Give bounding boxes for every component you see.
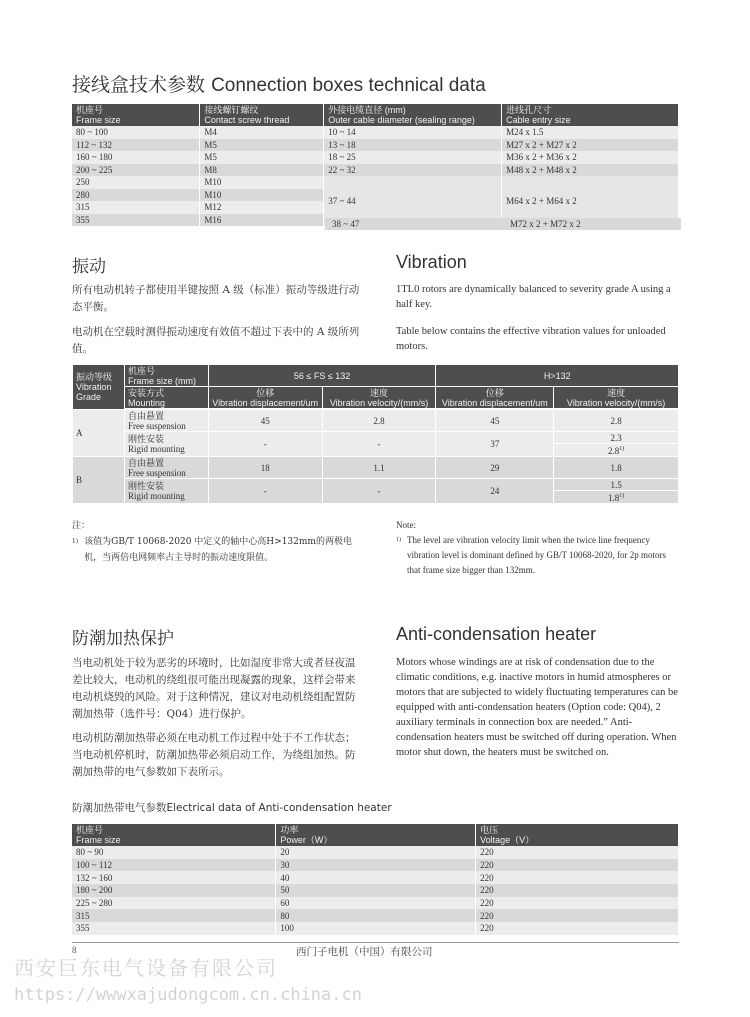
- main-title-en: Connection boxes technical data: [211, 75, 486, 96]
- table-row: 315 80 220: [72, 909, 679, 922]
- vib-disp-header-2: 位移 Vibration displacement/um: [436, 387, 554, 409]
- heater-table-title: 防潮加热带电气参数Electrical data of Anti-condensation heater: [72, 802, 392, 814]
- table-row: B 自由悬置 Free suspension 18 1.1 29 1.8: [73, 457, 679, 479]
- table-row: 2.8$^{1)}$: [73, 444, 679, 457]
- heater-para1-cn: 当电动机处于较为恶劣的环境时，比如湿度非常大或者昼夜温差比较大，电动机的绕组很可能出现凝露的现象，这样会带来电动机烧毁的风险。对于这种情况，建议对电动机绕组配置防潮加热带（选件号：Q04）进行保护。: [72, 657, 356, 720]
- vibration-para2-en: Table below contains the effective vibration values for unloaded motors.: [396, 326, 666, 352]
- vibration-para1-en: 1TL0 rotors are dynamically balanced to severity grade A using a half key.: [396, 284, 671, 310]
- table-row: 225 ~ 280 60 220: [72, 897, 679, 910]
- vibration-table: [72, 364, 679, 504]
- watermark-company: 西安巨东电气设备有限公司: [14, 956, 278, 980]
- heater-header-voltage: 电压 Voltage（V）: [476, 824, 679, 846]
- table-row: 355 100 220: [72, 922, 679, 935]
- conn-header-entry: 进线孔尺寸 Cable entry size: [502, 104, 679, 126]
- note-en: Note: 1) The level are vibration velocity limit when the twice line frequency vibration level is dominant defined by GB/T 10068-2020, for 2p motors that frame size bigger than 132mm.: [396, 520, 667, 575]
- main-title: [72, 70, 486, 97]
- vib-range2: H>132: [436, 365, 679, 387]
- table-row: 355 M16: [72, 214, 679, 227]
- table-row: 250 M10 37 ~ 44 M64 x 2 + M64 x 2: [72, 176, 679, 189]
- heater-title-en: Anti-condensation heater: [396, 624, 597, 644]
- main-title-cn: 接线盒技术参数: [72, 74, 206, 96]
- table-row: 80 ~ 100 M4 10 ~ 14 M24 x 1.5: [72, 126, 679, 139]
- table-row: 80 ~ 90 20 220: [72, 846, 679, 859]
- table-row: 100 ~ 112 30 220: [72, 859, 679, 872]
- table-row: 112 ~ 132 M5 13 ~ 18 M27 x 2 + M27 x 2: [72, 139, 679, 152]
- heater-title-cn: 防潮加热保护: [72, 629, 174, 649]
- page-number: 8: [72, 945, 77, 955]
- heater-para2-cn: 电动机防潮加热带必须在电动机工作过程中处于不工作状态；当电动机停机时，防潮加热带必须启动工作，为绕组加热。防潮加热带的电气参数如下表所示。: [72, 732, 356, 778]
- table-row: 315 M12: [72, 201, 679, 214]
- heater-header-power: 功率 Power（W）: [276, 824, 476, 846]
- table-row: 200 ~ 225 M8 22 ~ 32 M48 x 2 + M48 x 2: [72, 164, 679, 177]
- vibration-para2-cn: 电动机在空载时测得振动速度有效值不超过下表中的 A 级所列值。: [72, 326, 360, 355]
- vib-mount-header: 安装方式 Mounting: [124, 387, 208, 409]
- heater-para-en: Motors whose windings are at risk of condensation due to the climatic conditions, e.g. inactive motors in humid atmospheres or motors that are subjected to widely fluctuating temperatures can be equipped with anti-condensation heaters (Option code: Q04), 2 auxiliary terminals in connection box are needed.” Anti-condensation heaters must be switched off during operation. When motor shut down, the heaters must be switched on.: [396, 657, 678, 758]
- watermark-url: https://wwwxajudongcom.cn.china.cn: [14, 985, 362, 1005]
- conn-header-thread: 接线螺钉螺纹 Contact screw thread: [200, 104, 324, 126]
- table-row: 132 ~ 160 40 220: [72, 871, 679, 884]
- table-row: 160 ~ 180 M5 18 ~ 25 M36 x 2 + M36 x 2: [72, 151, 679, 164]
- table-row: 280 M10: [72, 189, 679, 202]
- table-row: A 自由悬置 Free suspension 45 2.8 45 2.8: [73, 410, 679, 432]
- vibration-title-en: Vibration: [396, 252, 467, 272]
- footer-company: 西门子电机（中国）有限公司: [296, 946, 433, 958]
- conn-header-cable: 外接电缆直径 (mm) Outer cable diameter (sealing range): [324, 104, 502, 126]
- vib-vel-header-2: 速度 Vibration velocity/(mm/s): [554, 387, 679, 409]
- note-cn: 注： 1) 该值为GB/T 10068-2020 中定义的轴中心高H>132mm的两极电机，当两倍电网频率占主导时的振动速度限值。: [72, 521, 352, 563]
- vibration-para1-cn: 所有电动机转子都使用半键按照 A 级（标准）振动等级进行动态平衡。: [72, 284, 360, 313]
- heater-header-frame: 机座号 Frame size: [72, 824, 276, 846]
- table-row: 180 ~ 200 50 220: [72, 884, 679, 897]
- vib-frame-header: 机座号 Frame size (mm): [124, 365, 208, 387]
- vib-range1: 56 ≤ FS ≤ 132: [208, 365, 436, 387]
- table-row: 刚性安装 Rigid mounting - - 37 2.3: [73, 432, 679, 444]
- vib-grade-a: A: [73, 410, 125, 457]
- vib-disp-header-1: 位移 Vibration displacement/um: [208, 387, 322, 409]
- vib-vel-header-1: 速度 Vibration velocity/(mm/s): [322, 387, 436, 409]
- conn-header-frame: 机座号 Frame size: [72, 104, 200, 126]
- footer-rule: [72, 942, 679, 943]
- table-row: 刚性安装 Rigid mounting - - 24 1.5: [73, 479, 679, 491]
- table-row: 1.8$^{1)}$: [73, 491, 679, 504]
- vibration-title-cn: 振动: [72, 257, 106, 277]
- vib-grade-b: B: [73, 457, 125, 504]
- connection-table: [72, 104, 679, 226]
- conn-row-355-values: 38 ~ 47 M72 x 2 + M72 x 2: [325, 218, 681, 230]
- heater-table: [72, 824, 679, 935]
- vib-grade-header: 振动等级 Vibration Grade: [73, 365, 125, 410]
